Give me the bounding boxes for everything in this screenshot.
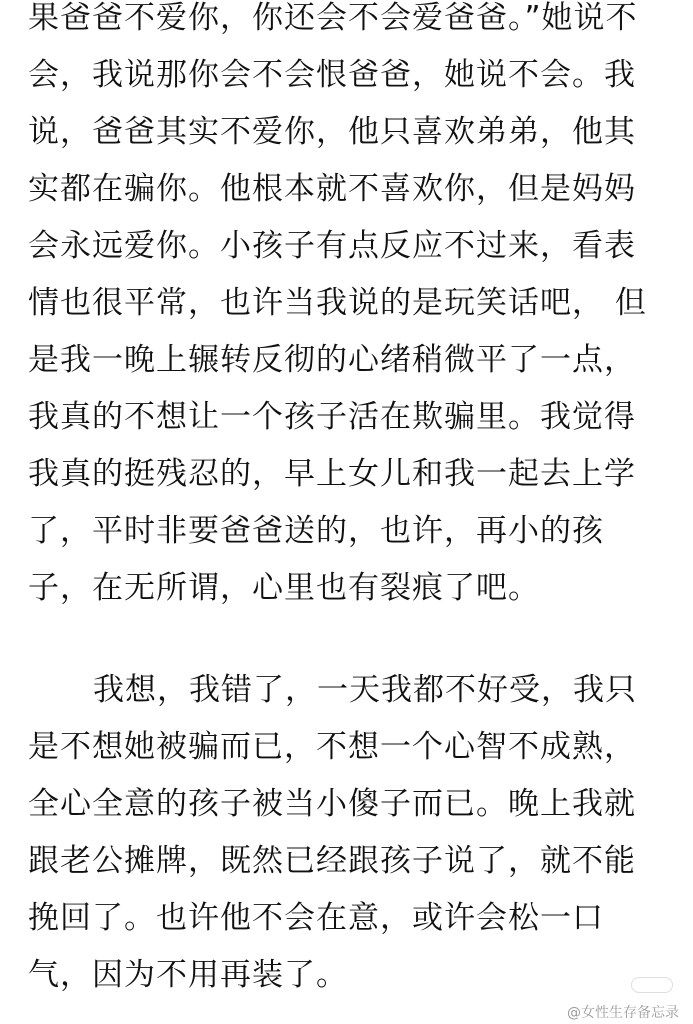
text-line: 我想，我错了，一天我都不好受，我只 — [93, 672, 637, 708]
text-line: 全心全意的孩子被当小傻子而已。晚上我就 — [28, 786, 636, 822]
text-line: 子，在无所谓，心里也有裂痕了吧。 — [28, 570, 540, 606]
text-line: 了，平时非要爸爸送的，也许，再小的孩 — [28, 513, 604, 549]
watermark-logo-icon — [631, 977, 673, 993]
watermark: @女性生存备忘录 — [567, 1005, 679, 1021]
text-line: 情也很平常，也许当我说的是玩笑话吧， 但 — [28, 285, 647, 321]
text-line: 是不想她被骗而已，不想一个心智不成熟， — [28, 729, 636, 765]
text-line: 我真的不想让一个孩子活在欺骗里。我觉得 — [28, 399, 636, 435]
text-line: 说，爸爸其实不爱你，他只喜欢弟弟，他其 — [28, 114, 636, 150]
text-line: 实都在骗你。他根本就不喜欢你，但是妈妈 — [28, 171, 636, 207]
text-line: 是我一晚上辗转反彻的心绪稍微平了一点， — [28, 342, 636, 378]
text-line: 挽回了。也许他不会在意，或许会松一口 — [28, 900, 604, 936]
text-line: 气，因为不用再装了。 — [28, 957, 348, 993]
text-line: 会，我说那你会不会恨爸爸，她说不会。我 — [28, 57, 636, 93]
text-line: 跟老公摊牌，既然已经跟孩子说了，就不能 — [28, 843, 636, 879]
text-line: 果爸爸不爱你，你还会不会爱爸爸。”她说不 — [28, 0, 638, 36]
text-line: 会永远爱你。小孩子有点反应不过来，看表 — [28, 228, 636, 264]
text-line: 我真的挺残忍的，早上女儿和我一起去上学 — [28, 456, 636, 492]
